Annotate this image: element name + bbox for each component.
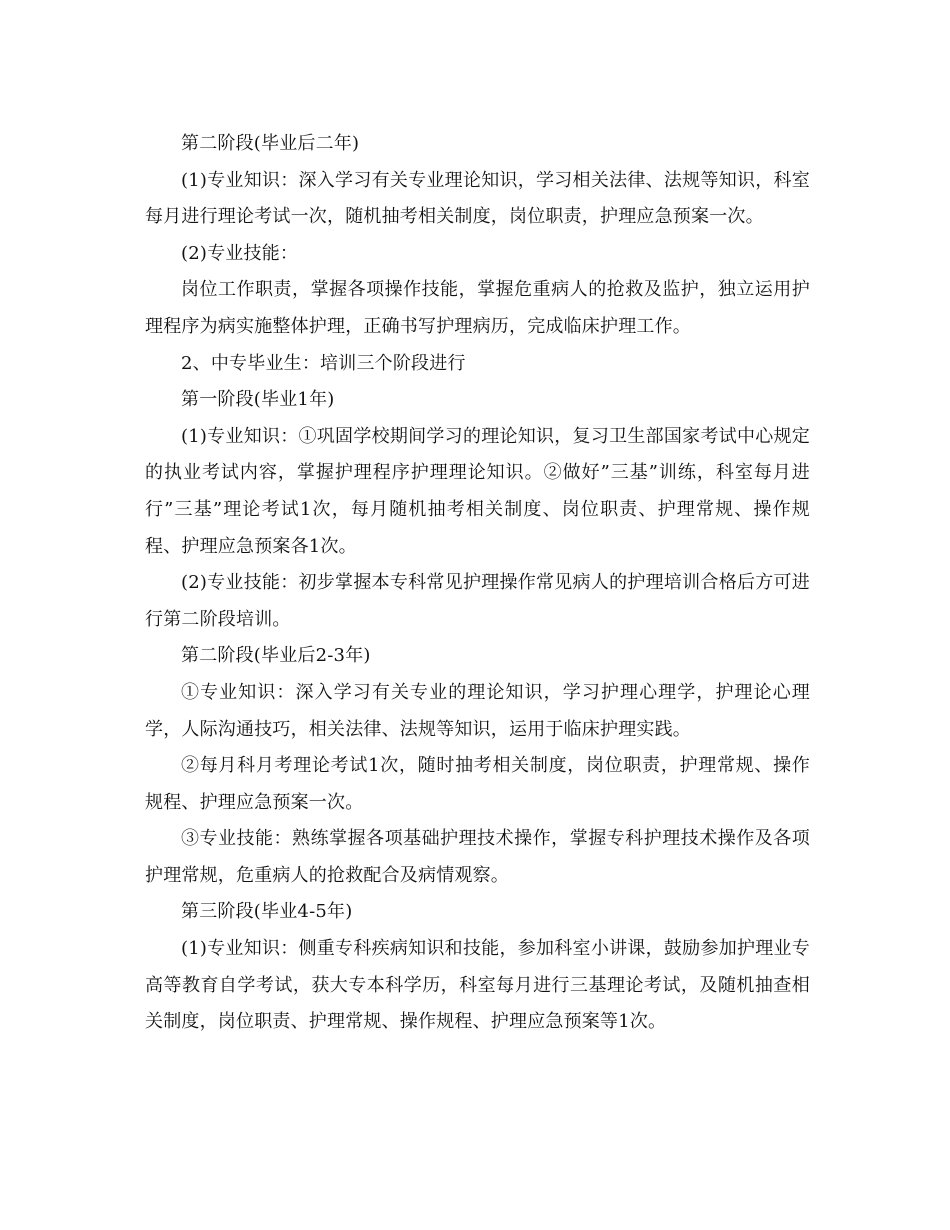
heading-stage-one: 第一阶段(毕业1年) [181, 389, 335, 411]
heading-technical-graduates: 2、中专毕业生：培训三个阶段进行 [181, 352, 466, 374]
heading-stage-two-college: 第二阶段(毕业后二年) [181, 133, 360, 154]
paragraph-knowledge-1: (1)专业知识：深入学习有关专业理论知识，学习相关法律、法规等知识，科室每月进行理论考试一次，随机抽考相关制度，岗位职责，护理应急预案一次。 [145, 169, 810, 228]
paragraph-knowledge-2: (1)专业知识：①巩固学校期间学习的理论知识，复习卫生部国家考试中心规定的执业考试内容，掌握护理程序护理理论知识。②做好”三基”训练，科室每月进行”三基”理论考试1次，每月随机抽考相关制度、岗位职责、护理常规、操作规程、护理应急预案各1次。 [145, 425, 810, 557]
heading-stage-two: 第二阶段(毕业后2-3年) [181, 645, 371, 667]
paragraph-skills-label: (2)专业技能： [181, 242, 299, 264]
paragraph-monthly-exam: ②每月科月考理论考试1次，随时抽考相关制度，岗位职责，护理常规、操作规程、护理应急预案一次。 [145, 755, 810, 813]
heading-stage-three: 第三阶段(毕业4-5年) [181, 901, 353, 923]
paragraph-job-duties: 岗位工作职责，掌握各项操作技能，掌握危重病人的抢救及监护，独立运用护理程序为病实施整体护理，正确书写护理病历，完成临床护理工作。 [145, 279, 810, 337]
paragraph-knowledge-4: (1)专业知识：侧重专科疾病知识和技能，参加科室小讲课，鼓励参加护理业专高等教育自学考试，获大专本科学历，科室每月进行三基理论考试，及随机抽查相关制度，岗位职责、护理常规、操作规程、护理应急预案等1次。 [145, 938, 810, 1033]
paragraph-knowledge-3: ①专业知识：深入学习有关专业的理论知识，学习护理心理学，护理论心理学，人际沟通技巧，相关法律、法规等知识，运用于临床护理实践。 [145, 681, 810, 740]
document-body [145, 126, 810, 1041]
paragraph-skills-3: ③专业技能：熟练掌握各项基础护理技术操作，掌握专科护理技术操作及各项护理常规，危重病人的抢救配合及病情观察。 [145, 828, 810, 886]
paragraph-skills-2: (2)专业技能：初步掌握本专科常见护理操作常见病人的护理培训合格后方可进行第二阶段培训。 [145, 572, 810, 630]
